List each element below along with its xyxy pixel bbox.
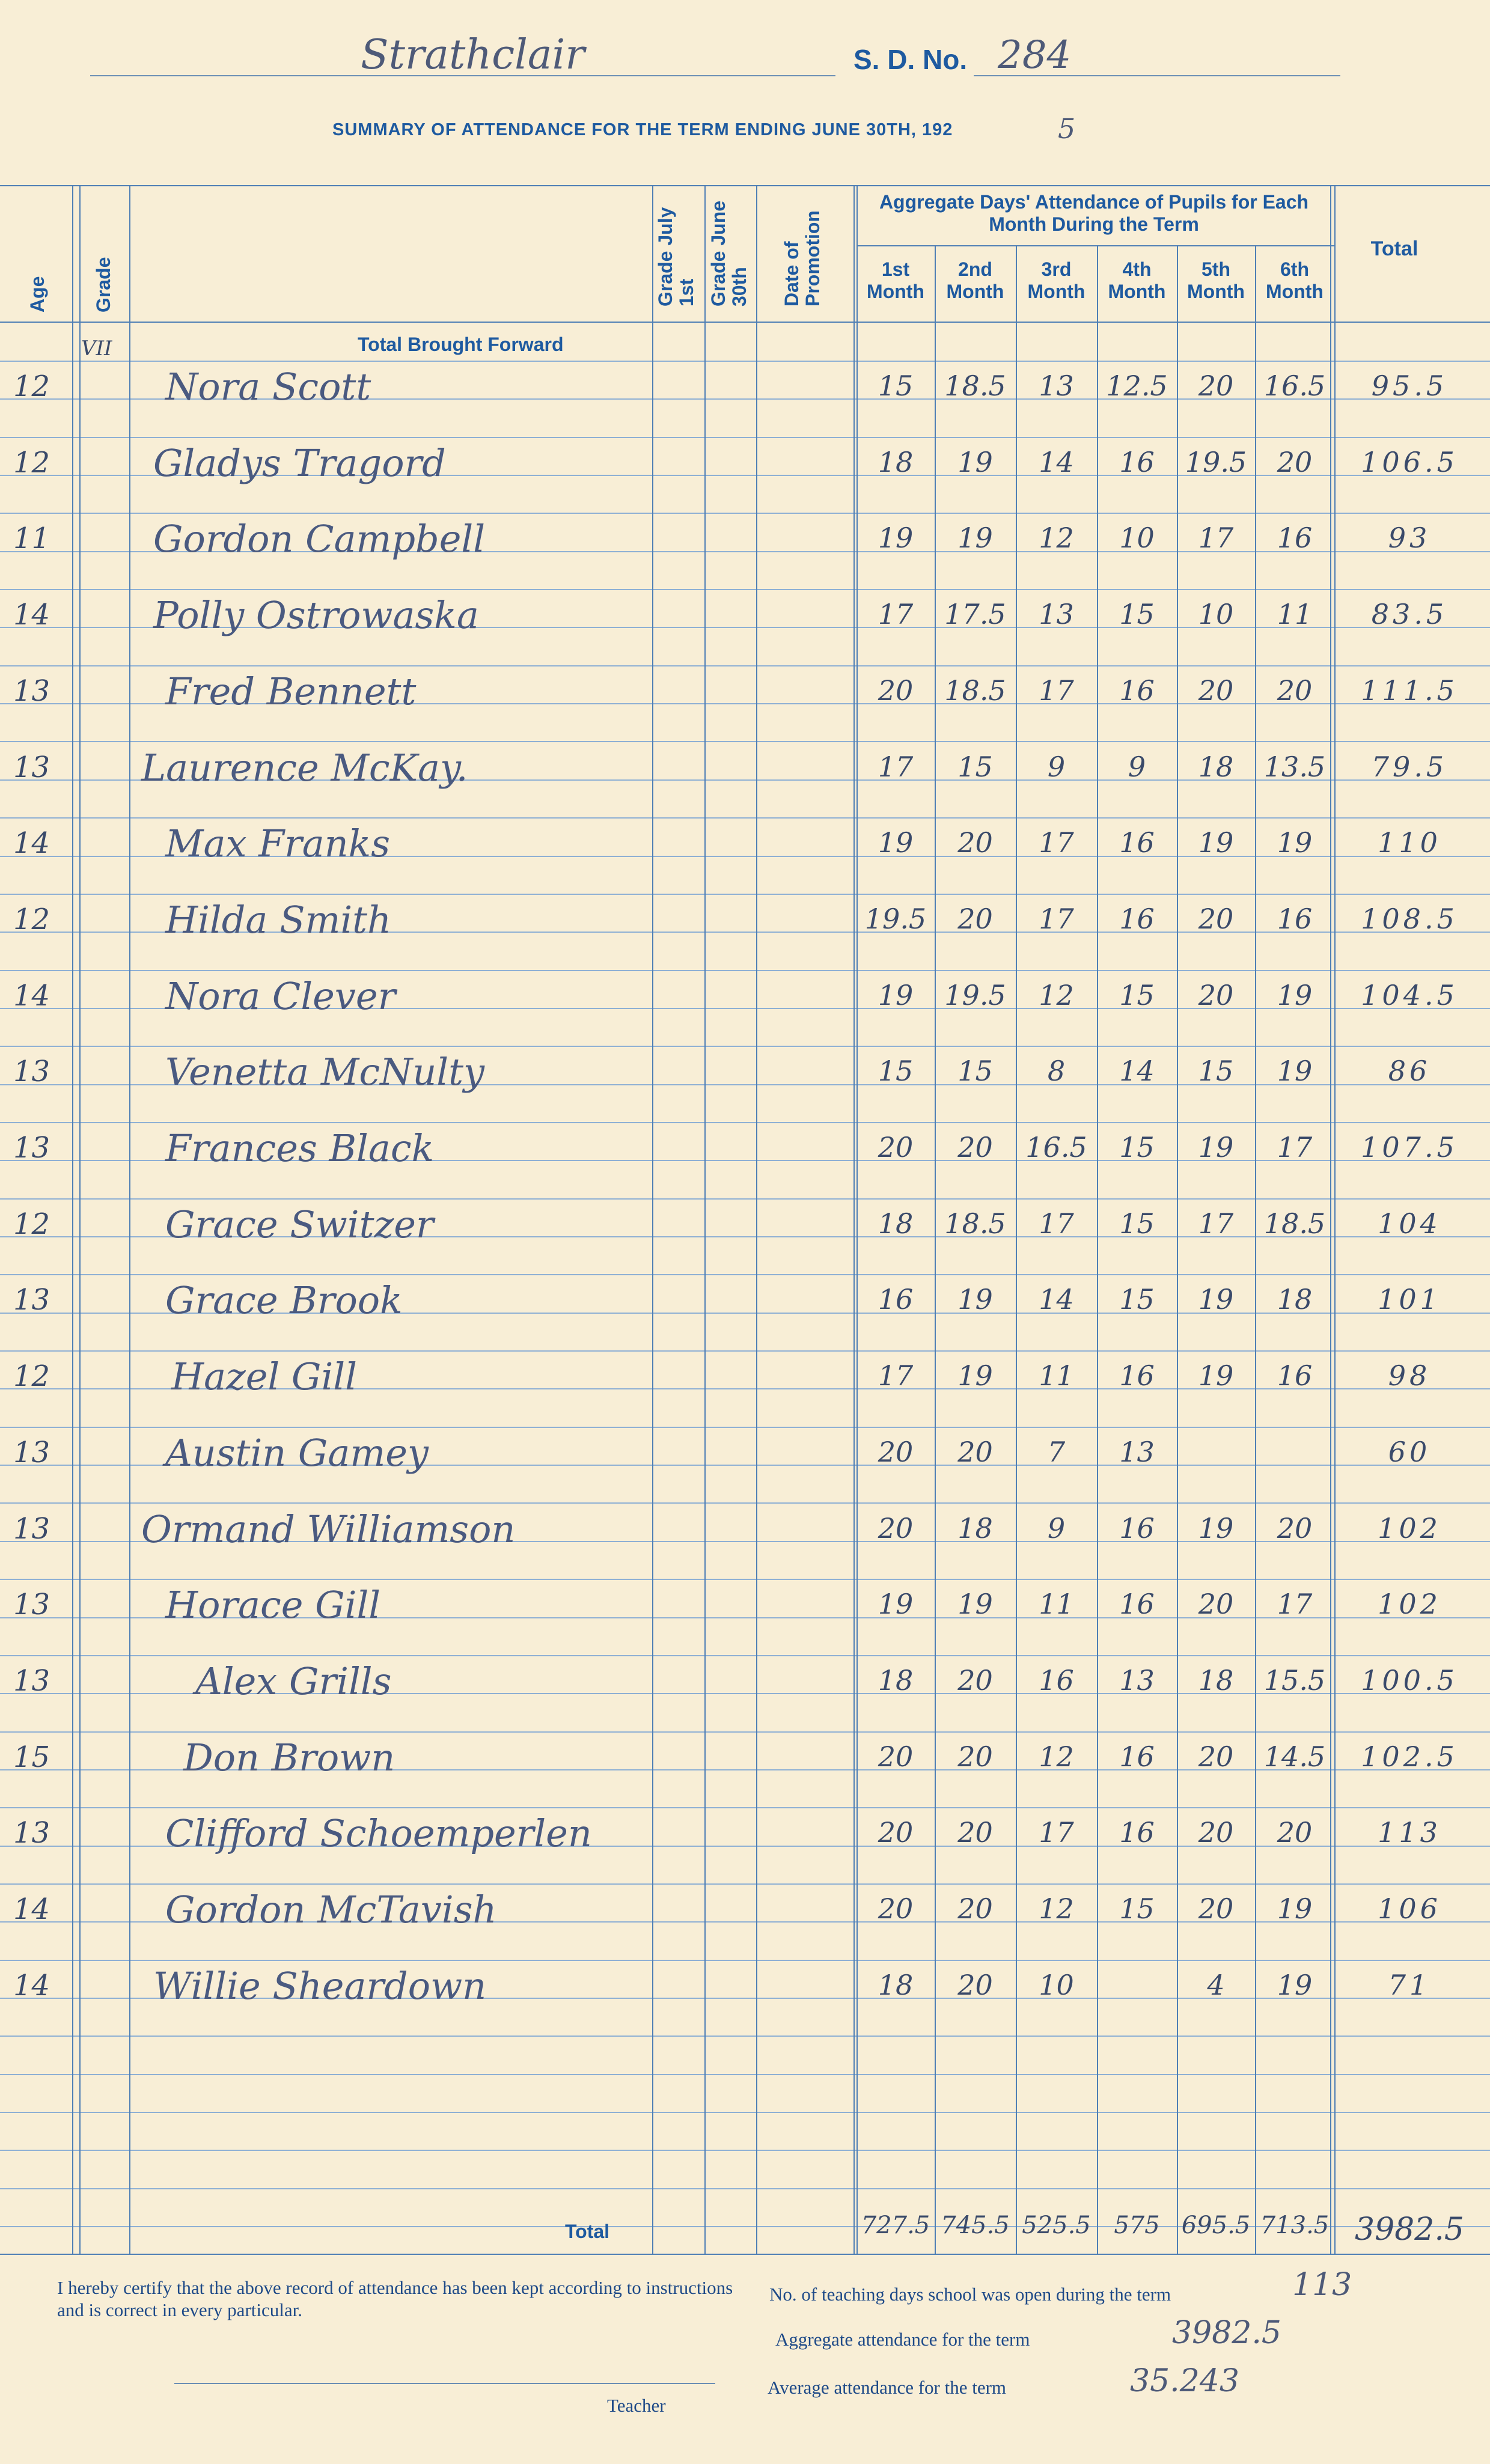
month-header-3: 3rd Month [1027,258,1085,302]
month-3-attendance: 17 [1039,826,1074,859]
month-1-attendance: 19 [878,522,914,555]
month-4-attendance: 16 [1119,902,1155,935]
student-age: 13 [13,1283,50,1317]
total-row-label: Total [565,2221,610,2242]
grid-line [0,2036,1490,2037]
student-total: 102 [1378,1511,1441,1545]
teaching-days-label: No. of teaching days school was open during the term [769,2284,1171,2305]
month-1-attendance: 20 [878,1131,914,1163]
sd-number-value: 284 [998,33,1072,78]
total-brought-forward-label: Total Brought Forward [358,334,564,355]
month-1-attendance: 17 [878,1359,914,1392]
student-total: 104 [1378,1207,1441,1240]
month-1-attendance: 17 [878,750,914,783]
month-6-attendance: 14.5 [1263,1740,1326,1773]
grid-line [0,1579,1490,1580]
month-5-attendance: 17 [1198,1207,1234,1240]
student-age: 12 [13,1359,50,1394]
student-name: Nora Clever [165,974,396,1018]
student-name: Willie Sheardown [153,1963,487,2008]
student-total: 104.5 [1361,978,1458,1011]
month-header-1: 1st Month [867,258,924,302]
month-6-attendance: 20 [1277,1511,1313,1545]
month-1-attendance: 20 [878,1435,914,1468]
month-3-attendance: 17 [1039,674,1074,707]
date-promotion-column-header: Date of Promotion [781,210,824,306]
grid-line [0,817,1490,819]
month-3-attendance: 16 [1039,1664,1074,1697]
month-3-attendance: 14 [1039,445,1074,478]
month-2-attendance: 20 [957,826,993,859]
month-3-attendance: 12 [1039,1892,1074,1925]
month-2-attendance: 20 [957,1892,993,1925]
month-4-attendance: 16 [1119,826,1155,859]
month-header-6: 6th Month [1266,258,1324,302]
grid-line [856,245,1334,246]
month-3-attendance: 12 [1039,522,1074,555]
month-5-attendance: 18 [1198,750,1234,783]
month-3-attendance: 17 [1039,902,1074,935]
month-4-attendance: 15 [1119,598,1155,631]
month-4-attendance: 10 [1119,522,1155,555]
brought-forward-grade: VII [81,337,112,361]
month-4-attendance: 12.5 [1106,370,1168,402]
month-5-attendance: 19 [1198,1283,1234,1316]
grand-total: 3982.5 [1355,2212,1464,2248]
month-6-attendance: 11 [1277,598,1313,631]
month-1-attendance: 17 [878,598,914,631]
month-header-5: 5th Month [1187,258,1245,302]
month-2-attendance: 19 [957,445,993,478]
student-name: Clifford Schoemperlen [165,1811,592,1856]
student-name: Horace Gill [165,1583,381,1627]
month-2-attendance: 19.5 [944,978,1006,1011]
month-3-attendance: 17 [1039,1207,1074,1240]
month-6-attendance: 13.5 [1263,750,1326,783]
student-total: 100.5 [1361,1664,1458,1697]
month-2-attendance: 18.5 [944,370,1006,402]
certification-statement: I hereby certify that the above record of attendance has been kept according to instructions and is correct in every particular. [57,2277,733,2321]
student-total: 95.5 [1371,370,1448,402]
student-total: 79.5 [1371,750,1448,783]
student-total: 71 [1388,1968,1431,2001]
grid-line [0,970,1490,971]
teaching-days-value: 113 [1292,2267,1352,2303]
month-1-attendance: 15 [878,1055,914,1088]
month-5-attendance: 20 [1198,1892,1234,1925]
month-2-attendance: 20 [957,902,993,935]
month-3-attendance: 12 [1039,1740,1074,1773]
grid-line [72,185,73,2254]
month-1-attendance: 18 [878,1207,914,1240]
grid-line [0,322,1490,323]
month-2-attendance: 20 [957,1435,993,1468]
student-name: Gordon McTavish [165,1888,497,1932]
month-6-attendance: 20 [1277,445,1313,478]
grid-line [79,185,81,2254]
month-5-attendance: 20 [1198,902,1234,935]
student-age: 13 [13,1435,50,1469]
month-6-attendance: 19 [1277,1055,1313,1088]
month-4-attendance: 13 [1119,1435,1155,1468]
month-3-attendance: 7 [1047,1435,1066,1468]
grade-july-column-header: Grade July 1st [655,207,698,306]
month-1-attendance: 20 [878,674,914,707]
month-3-attendance: 13 [1039,598,1074,631]
month-4-attendance: 13 [1119,1664,1155,1697]
student-age: 13 [13,1816,50,1850]
student-age: 13 [13,1055,50,1089]
grade-column-header: Grade [93,257,114,313]
student-age: 13 [13,674,50,708]
month-3-attendance: 11 [1039,1588,1074,1621]
month-1-attendance: 20 [878,1740,914,1773]
student-total: 107.5 [1361,1131,1458,1163]
student-age: 14 [13,826,50,861]
month-3-attendance: 14 [1039,1283,1074,1316]
month-4-attendance: 16 [1119,1588,1155,1621]
month-1-attendance: 19.5 [864,902,927,935]
student-name: Austin Gamey [165,1430,429,1475]
grid-line [0,513,1490,514]
total-month-4: 575 [1114,2212,1160,2239]
student-total: 106 [1378,1892,1441,1925]
month-1-attendance: 19 [878,826,914,859]
student-total: 111.5 [1361,674,1458,707]
total-month-5: 695.5 [1181,2212,1251,2239]
month-4-attendance: 15 [1119,1131,1155,1163]
student-name: Max Franks [165,822,391,866]
month-5-attendance: 20 [1198,674,1234,707]
aggregate-attendance-label: Aggregate attendance for the term [775,2329,1030,2350]
month-4-attendance: 9 [1128,750,1146,783]
student-age: 12 [13,1207,50,1241]
month-1-attendance: 18 [878,1664,914,1697]
grid-line [652,185,653,2254]
month-6-attendance: 16 [1277,902,1313,935]
grid-line [0,665,1490,666]
month-1-attendance: 20 [878,1892,914,1925]
month-3-attendance: 9 [1047,1511,1066,1545]
grid-line [0,1960,1490,1961]
grid-line [0,1198,1490,1200]
grid-line [129,185,130,2254]
month-6-attendance: 19 [1277,1892,1313,1925]
month-5-attendance: 20 [1198,370,1234,402]
month-2-attendance: 20 [957,1968,993,2001]
month-3-attendance: 12 [1039,978,1074,1011]
student-age: 13 [13,1664,50,1698]
student-age: 14 [13,978,50,1013]
total-month-6: 713.5 [1260,2212,1330,2239]
student-name: Laurence McKay. [141,745,468,790]
month-2-attendance: 19 [957,1359,993,1392]
student-age: 13 [13,750,50,784]
month-4-attendance: 16 [1119,1511,1155,1545]
student-name: Venetta McNulty [165,1050,485,1094]
month-6-attendance: 18 [1277,1283,1313,1316]
school-name: Strathclair [361,31,585,79]
month-1-attendance: 15 [878,370,914,402]
grid-line [853,185,855,2254]
month-5-attendance: 20 [1198,1740,1234,1773]
month-4-attendance: 16 [1119,674,1155,707]
average-attendance-value: 35.243 [1130,2363,1239,2399]
month-1-attendance: 19 [878,1588,914,1621]
grid-line [756,185,757,2254]
month-6-attendance: 17 [1277,1588,1313,1621]
month-5-attendance: 19 [1198,1511,1234,1545]
grid-line [0,1350,1490,1352]
month-3-attendance: 8 [1047,1055,1066,1088]
month-2-attendance: 19 [957,1588,993,1621]
student-name: Nora Scott [165,365,371,409]
student-name: Grace Brook [165,1278,403,1323]
grade-june-column-header: Grade June 30th [707,200,751,306]
student-total: 110 [1378,826,1441,859]
student-name: Fred Bennett [165,669,417,713]
month-3-attendance: 17 [1039,1816,1074,1849]
month-2-attendance: 20 [957,1816,993,1849]
month-2-attendance: 18.5 [944,674,1006,707]
student-age: 11 [13,522,50,556]
month-4-attendance: 16 [1119,445,1155,478]
month-5-attendance: 18 [1198,1664,1234,1697]
month-6-attendance: 16 [1277,522,1313,555]
grid-line [0,361,1490,362]
student-name: Grace Switzer [165,1202,434,1246]
month-6-attendance: 19 [1277,978,1313,1011]
month-5-attendance: 20 [1198,1816,1234,1849]
month-2-attendance: 17.5 [944,598,1006,631]
month-5-attendance: 17 [1198,522,1234,555]
month-3-attendance: 13 [1039,370,1074,402]
month-6-attendance: 18.5 [1263,1207,1326,1240]
month-6-attendance: 17 [1277,1131,1313,1163]
month-5-attendance: 19.5 [1185,445,1247,478]
month-5-attendance: 20 [1198,1588,1234,1621]
grid-line [0,1046,1490,1047]
grid-line [0,2150,1490,2151]
student-name: Polly Ostrowaska [153,593,479,638]
month-5-attendance: 4 [1207,1968,1225,2001]
student-total: 60 [1388,1435,1431,1468]
grid-line [0,894,1490,895]
student-age: 12 [13,445,50,480]
month-5-attendance: 10 [1198,598,1234,631]
grid-line [0,589,1490,590]
grid-line [0,1427,1490,1428]
grid-line [0,741,1490,742]
teacher-label: Teacher [607,2395,666,2416]
student-name: Don Brown [183,1735,395,1779]
aggregate-attendance-value: 3982.5 [1172,2315,1281,2351]
grid-line [0,437,1490,438]
month-1-attendance: 19 [878,978,914,1011]
student-age: 13 [13,1511,50,1546]
student-name: Frances Black [165,1126,435,1170]
grid-line [0,1274,1490,1275]
month-2-attendance: 18.5 [944,1207,1006,1240]
student-total: 101 [1378,1283,1441,1316]
month-4-attendance: 16 [1119,1740,1155,1773]
total-column-header: Total [1370,237,1418,260]
month-1-attendance: 16 [878,1283,914,1316]
month-2-attendance: 20 [957,1131,993,1163]
month-3-attendance: 16.5 [1025,1131,1087,1163]
student-name: Hazel Gill [171,1355,357,1399]
student-total: 86 [1388,1055,1431,1088]
age-column-header: Age [26,276,48,313]
student-age: 14 [13,1892,50,1926]
month-5-attendance: 19 [1198,1359,1234,1392]
month-5-attendance: 19 [1198,826,1234,859]
month-3-attendance: 11 [1039,1359,1074,1392]
teacher-signature-line [174,2383,715,2384]
student-total: 106.5 [1361,445,1458,478]
student-age: 13 [13,1588,50,1622]
month-6-attendance: 20 [1277,1816,1313,1849]
aggregate-attendance-header: Aggregate Days' Attendance of Pupils for Each Month During the Term [879,191,1309,235]
grid-line [0,1122,1490,1123]
month-2-attendance: 20 [957,1740,993,1773]
month-2-attendance: 19 [957,1283,993,1316]
month-6-attendance: 16.5 [1263,370,1326,402]
student-name: Alex Grills [195,1659,392,1703]
month-5-attendance: 15 [1198,1055,1234,1088]
student-total: 83.5 [1371,598,1448,631]
month-5-attendance: 20 [1198,978,1234,1011]
student-total: 102.5 [1361,1740,1458,1773]
student-name: Hilda Smith [165,897,392,942]
month-3-attendance: 9 [1047,750,1066,783]
month-6-attendance: 19 [1277,826,1313,859]
grid-line [0,1655,1490,1656]
month-header-2: 2nd Month [946,258,1004,302]
grid-line [0,2074,1490,2075]
grid-line [0,2188,1490,2189]
month-6-attendance: 16 [1277,1359,1313,1392]
month-4-attendance: 15 [1119,978,1155,1011]
month-4-attendance: 15 [1119,1892,1155,1925]
summary-title: SUMMARY OF ATTENDANCE FOR THE TERM ENDING JUNE 30TH, 192 [332,120,953,139]
month-2-attendance: 20 [957,1664,993,1697]
student-total: 102 [1378,1588,1441,1621]
month-header-4: 4th Month [1108,258,1166,302]
month-1-attendance: 18 [878,445,914,478]
month-5-attendance: 19 [1198,1131,1234,1163]
total-month-1: 727.5 [861,2212,930,2239]
student-age: 12 [13,370,50,403]
month-2-attendance: 18 [957,1511,993,1545]
grid-line [0,2254,1490,2255]
month-2-attendance: 19 [957,522,993,555]
grid-line [0,1807,1490,1808]
month-4-attendance: 16 [1119,1816,1155,1849]
student-total: 98 [1388,1359,1431,1392]
grid-line [0,2112,1490,2113]
student-age: 12 [13,902,50,936]
month-4-attendance: 15 [1119,1283,1155,1316]
student-age: 15 [13,1740,50,1774]
month-1-attendance: 18 [878,1968,914,2001]
total-month-2: 745.5 [941,2212,1010,2239]
month-2-attendance: 15 [957,750,993,783]
grid-line [0,1883,1490,1885]
student-total: 113 [1378,1816,1441,1849]
month-2-attendance: 15 [957,1055,993,1088]
month-6-attendance: 19 [1277,1968,1313,2001]
grid-line [0,1502,1490,1504]
grid-line [0,1731,1490,1733]
student-age: 13 [13,1131,50,1165]
student-name: Gordon Campbell [153,517,486,561]
total-month-3: 525.5 [1022,2212,1091,2239]
month-4-attendance: 16 [1119,1359,1155,1392]
student-name: Ormand Williamson [141,1507,516,1551]
month-4-attendance: 15 [1119,1207,1155,1240]
student-total: 93 [1388,522,1431,555]
month-4-attendance: 14 [1119,1055,1155,1088]
month-6-attendance: 15.5 [1263,1664,1326,1697]
month-6-attendance: 20 [1277,674,1313,707]
month-3-attendance: 10 [1039,1968,1074,2001]
student-age: 14 [13,1968,50,2002]
student-total: 108.5 [1361,902,1458,935]
student-name: Gladys Tragord [153,441,446,485]
month-1-attendance: 20 [878,1816,914,1849]
month-1-attendance: 20 [878,1511,914,1545]
grid-line [704,185,706,2254]
average-attendance-label: Average attendance for the term [768,2377,1007,2398]
student-age: 14 [13,598,50,632]
summary-year: 5 [1058,112,1076,145]
sd-number-label: S. D. No. [853,44,968,75]
